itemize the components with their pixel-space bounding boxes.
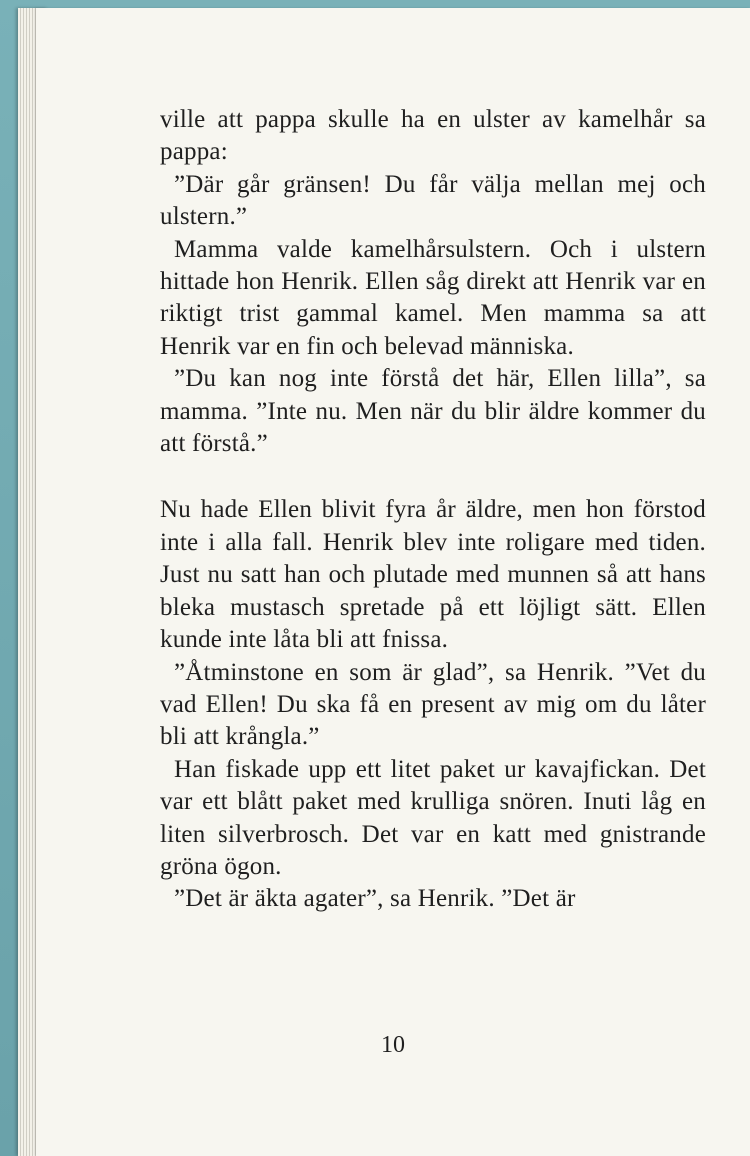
- paragraph: Han fiskade upp ett litet paket ur kavajfickan. Det var ett blått paket med krulliga snören. Inuti låg en liten silverbrosch. Det var en katt med gnistrande gröna ögon.: [160, 755, 706, 880]
- paragraph: ”Det är äkta agater”, sa Henrik. ”Det är: [174, 885, 576, 913]
- body-text: [160, 104, 706, 916]
- page-number: 10: [381, 1032, 405, 1058]
- book-page: [36, 8, 750, 1156]
- paragraph: ”Åtminstone en som är glad”, sa Henrik. ”Vet du vad Ellen! Du ska få en present av mig om du låter bli att krångla.”: [160, 658, 706, 751]
- paragraph: Nu hade Ellen blivit fyra år äldre, men hon förstod inte i alla fall. Henrik blev inte roligare med tiden. Just nu satt han och plutade med munnen så att hans bleka mustasch spretade på ett löjligt sätt. Ellen kunde inte låta bli att fnissa.: [160, 496, 706, 654]
- paragraph: ”Du kan nog inte förstå det här, Ellen lilla”, sa mamma. ”Inte nu. Men när du blir äldre kommer du att förstå.”: [160, 365, 706, 458]
- paragraph: Mamma valde kamelhårsulstern. Och i ulstern hittade hon Henrik. Ellen såg direkt att Henrik var en riktigt trist gammal kamel. Men mamma sa att Henrik var en fin och belevad människa.: [160, 235, 706, 360]
- paragraph: ”Där går gränsen! Du får välja mellan mej och ulstern.”: [160, 170, 706, 231]
- paragraph: ville att pappa skulle ha en ulster av kamelhår sa pappa:: [160, 106, 706, 166]
